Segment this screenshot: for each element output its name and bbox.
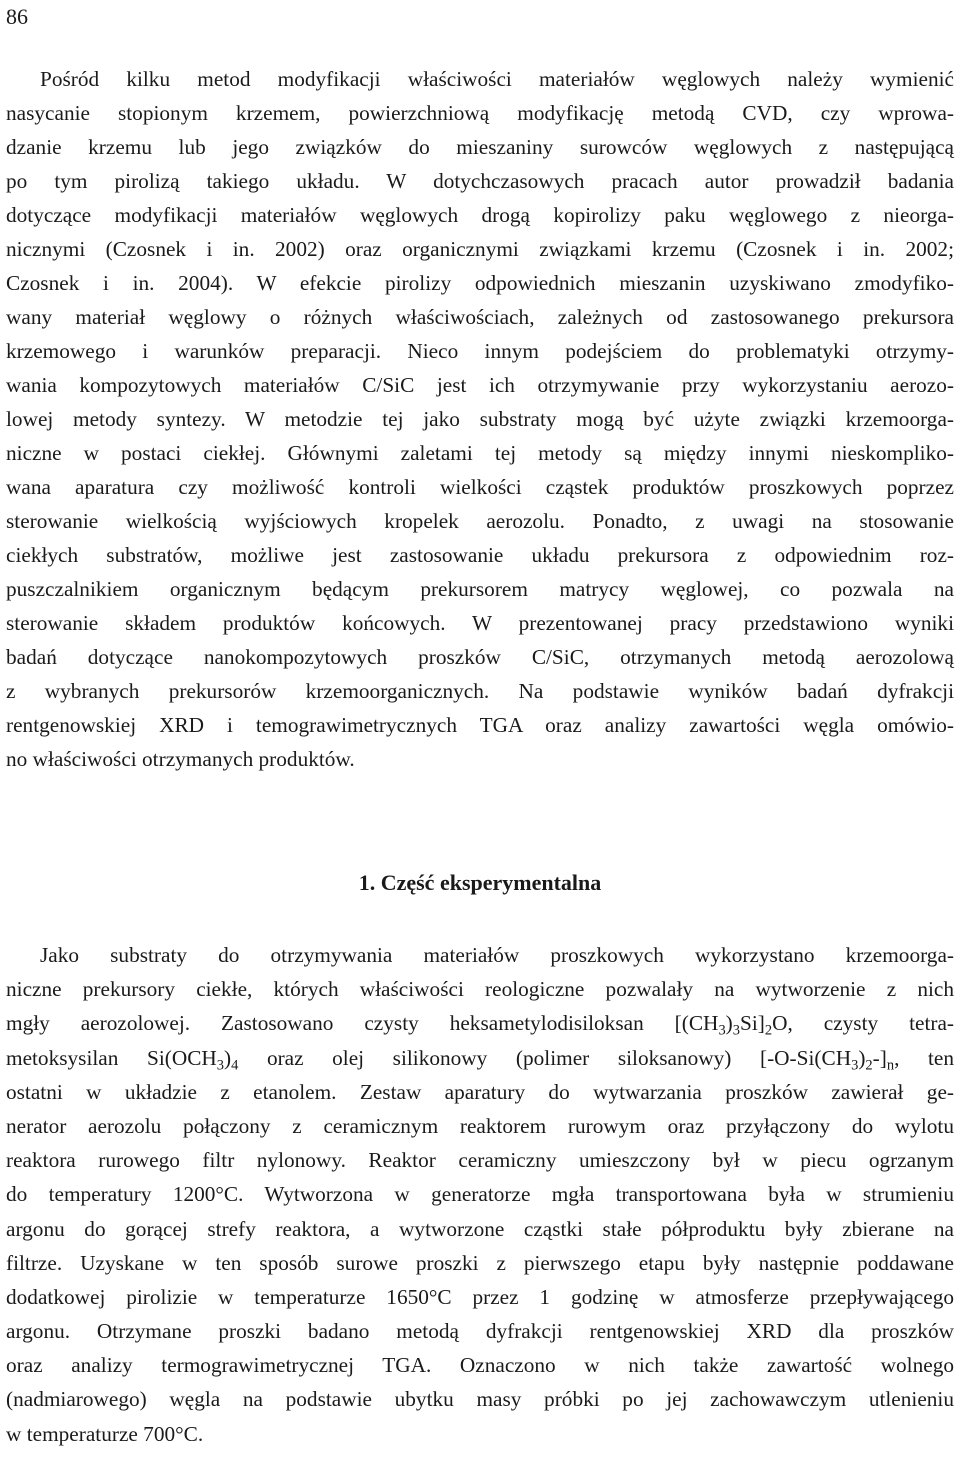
text-line: z wybranych prekursorów krzemoorganicznych. Na podstawie wyników badań dyfrakcji <box>6 679 954 703</box>
text-segment: ) <box>858 1045 866 1070</box>
subscript: 3 <box>718 1023 726 1039</box>
text-line: sterowanie wielkością wyjściowych kropelek aerozolu. Ponadto, z uwagi na stosowanie <box>6 509 954 533</box>
text-line: reaktora rurowego filtr nylonowy. Reaktor ceramiczny umieszczony był w piecu ogrzanym <box>6 1148 954 1173</box>
text-line: ciekłych substratów, możliwe jest zastosowanie układu prekursora z odpowiednim roz- <box>6 543 954 567</box>
text-segment: , ten <box>894 1045 954 1070</box>
text-line: niczne w postaci ciekłej. Głównymi zaletami tej metody są między innymi nieskompliko- <box>6 441 954 465</box>
text-segment: metoksysilan Si(OCH <box>6 1045 217 1070</box>
text-line: wania kompozytowych materiałów C/SiC jest ich otrzymywanie przy wykorzystaniu aerozo- <box>6 373 954 397</box>
text-line: filtrze. Uzyskane w ten sposób surowe proszki z pierwszego etapu były następnie poddawane <box>6 1250 954 1275</box>
subscript: 2 <box>865 1057 873 1074</box>
text-line: Jako substraty do otrzymywania materiałów proszkowych wykorzystano krzemoorga- <box>40 943 954 967</box>
text-line: puszczalnikiem organicznym będącym prekursorem matrycy węglowej, co pozwala na <box>6 577 954 601</box>
text-segment: ) <box>725 1011 733 1036</box>
subscript: 4 <box>231 1057 239 1074</box>
text-line: nicznymi (Czosnek i in. 2002) oraz organicznymi związkami krzemu (Czosnek i in. 2002; <box>6 237 954 261</box>
intro-paragraph <box>6 62 954 776</box>
text-line-formula <box>6 1006 954 1040</box>
text-line: do temperatury 1200°C. Wytworzona w generatorze mgła transportowana była w strumieniu <box>6 1182 954 1207</box>
text-line: nasycanie stopionym krzemem, powierzchniową modyfikację metodą CVD, czy wprowa- <box>6 101 954 125</box>
text-segment: oraz olej silikonowy (polimer siloksanowy) [-O-Si(CH <box>238 1045 852 1070</box>
subscript: 3 <box>851 1057 859 1074</box>
text-line: wana aparatura czy możliwość kontroli wielkości cząstek produktów proszkowych poprzez <box>6 475 954 499</box>
text-segment: -] <box>872 1045 887 1070</box>
text-line: wany materiał węglowy o różnych właściwościach, zależnych od zastosowanego prekursora <box>6 305 954 329</box>
text-line: argonu. Otrzymane proszki badano metodą dyfrakcji rentgenowskiej XRD dla proszków <box>6 1319 954 1344</box>
subscript: 3 <box>216 1057 225 1074</box>
text-line: Czosnek i in. 2004). W efekcie pirolizy odpowiednich mieszanin uzyskiwano zmodyfiko- <box>6 271 954 295</box>
text-segment: ) <box>224 1045 232 1070</box>
experimental-paragraph <box>6 938 954 1451</box>
text-line: (nadmiarowego) węgla na podstawie ubytku masy próbki po jej zachowawczym utlenieniu <box>6 1387 954 1412</box>
subscript: n <box>886 1057 895 1074</box>
text-line: sterowanie składem produktów końcowych. W prezentowanej pracy przedstawiono wyniki <box>6 611 954 635</box>
text-line: dodatkowej pirolizie w temperaturze 1650°C przez 1 godzinę w atmosferze przepływającego <box>6 1284 954 1309</box>
text-line: nerator aerozolu połączony z ceramicznym reaktorem rurowym oraz przyłączony do wylotu <box>6 1113 954 1138</box>
text-line: badań dotyczące nanokompozytowych proszków C/SiC, otrzymanych metodą aerozolową <box>6 645 954 669</box>
text-line: ostatni w układzie z etanolem. Zestaw aparatury do wytwarzania proszków zawierał ge- <box>6 1079 954 1104</box>
text-segment: O, czysty tetra- <box>772 1011 955 1036</box>
page-number: 86 <box>6 4 28 29</box>
section-heading: 1. Część eksperymentalna <box>358 870 602 895</box>
text-line: rentgenowskiej XRD i temograwimetrycznych TGA oraz analizy zawartości węgla omówio- <box>6 713 954 737</box>
text-segment: Si] <box>740 1011 765 1036</box>
text-segment: mgły aerozolowej. Zastosowano czysty heksametylodisiloksan [(CH <box>6 1011 719 1036</box>
text-line: dzanie krzemu lub jego związków do mieszaniny surowców węglowych z następującą <box>6 135 954 159</box>
text-line: niczne prekursory ciekłe, których właściwości reologiczne pozwalały na wytworzenie z nich <box>6 977 954 1002</box>
text-line: dotyczące modyfikacji materiałów węglowych drogą kopirolizy paku węglowego z nieorga- <box>6 203 954 227</box>
subscript: 3 <box>732 1023 740 1039</box>
text-line: po tym pirolizą takiego układu. W dotychczasowych pracach autor prowadził badania <box>6 169 954 193</box>
text-line: oraz analizy termograwimetrycznej TGA. Oznaczono w nich także zawartość wolnego <box>6 1353 954 1378</box>
subscript: 2 <box>764 1023 773 1039</box>
text-line: no właściwości otrzymanych produktów. <box>6 747 355 771</box>
text-line: Pośród kilku metod modyfikacji właściwości materiałów węglowych należy wymienić <box>40 67 954 91</box>
text-line-formula <box>6 1041 954 1075</box>
text-line: lowej metody syntezy. W metodzie tej jako substraty mogą być użyte związki krzemoorga- <box>6 407 954 431</box>
text-line: argonu do gorącej strefy reaktora, a wytworzone cząstki stałe półproduktu były zbierane na <box>6 1216 954 1241</box>
text-line: w temperaturze 700°C. <box>6 1421 204 1446</box>
text-line: krzemowego i warunków preparacji. Nieco innym podejściem do problematyki otrzymy- <box>6 339 954 363</box>
